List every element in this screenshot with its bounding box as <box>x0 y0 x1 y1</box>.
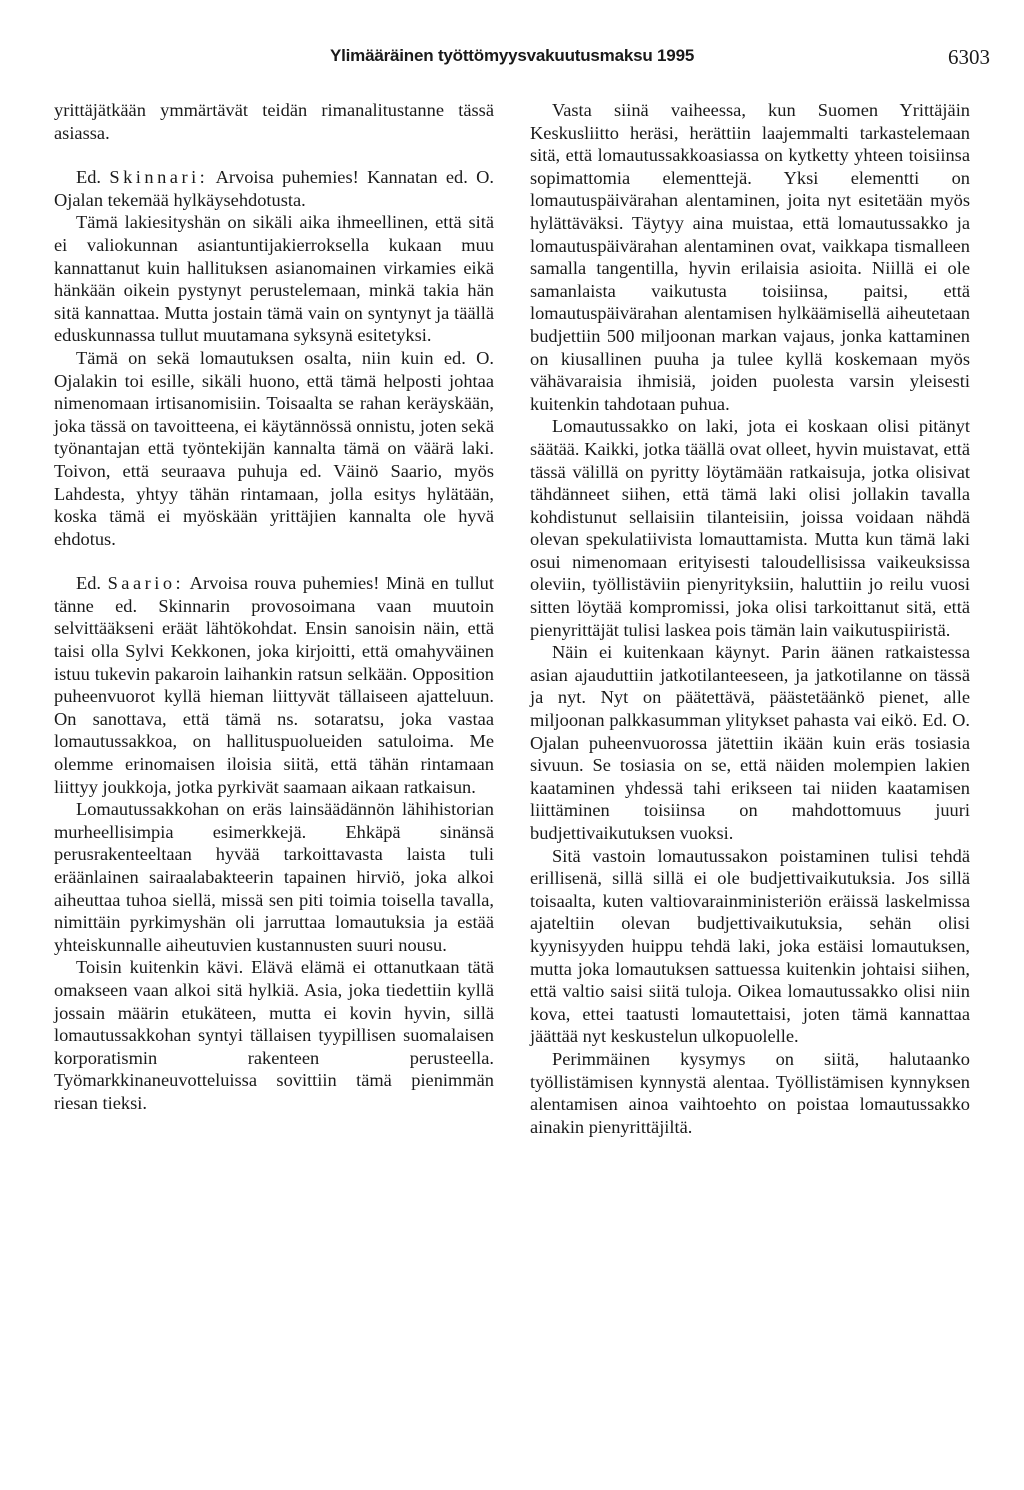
right-column <box>530 99 970 1138</box>
left-column <box>54 99 494 1115</box>
paragraph-r2: Lomautussakko on laki, jota ei koskaan olisi pitänyt säätää. Kaikki, jotka täällä ovat olleet, hyvin muistavat, että tässä välillä on pyritty löytämään ratkaisuja, jotka olisivat tähdänneet siihen, että tämä laki olisi jollakin tavalla kohdistunut sellaisiin tilanteisiin, joissa voidaan nähdä olevan spekulatiivista lomauttamista. Mutta kun tämä laki osui nimenomaan erityisesti taloudellisissa vaikeuksissa oleviin, työllistäviin pienyrityksiin, haluttiin jo reilu vuosi sitten löytää kompromissi, joka olisi tarkoittanut sitä, että pienyrittäjät tulisi laskea pois tämän lain vaikutuspiiristä. <box>530 416 970 640</box>
speech-text: Arvoisa puhemies! Kannatan ed. O. Ojalan tekemää hylkäysehdotusta. <box>54 167 494 210</box>
title-prefix: Ed. <box>76 573 102 594</box>
paragraph-6: Lomautussakkohan on eräs lainsäädännön lähihistorian murheellisimpia esimerkkejä. Ehkäpä sinänsä perusrakenteeltaan hyvää tarkoittavasta laista tuli eräänlainen sairaalabakteerin tapainen hirviö, joka alkoi aiheuttaa tuhoa siellä, missä sen piti toimia toisella tavalla, nimittäin pyrkimyshän oli jarruttaa lomautuksia ja estää yhteiskunnalle aiheutuvien kustannusten suuri nousu. <box>54 799 494 955</box>
speech-skinnari <box>54 166 494 211</box>
speaker-name: Skinnari: <box>109 167 209 188</box>
paragraph-3: Tämä lakiesityshän on sikäli aika ihmeellinen, että sitä ei valiokunnan asiantuntijakierroksella kukaan muu kannattanut kuin hallituksen asianomainen virkamies eikä hänkään oikein pystynyt perustelemaan, minkä takia hän sitä kannattaa. Mutta jostain tämä vain on syntynyt ja täällä eduskunnassa tullut muutamana syksynä esitetyksi. <box>54 212 494 346</box>
paragraph-4: Tämä on sekä lomautuksen osalta, niin kuin ed. O. Ojalakin toi esille, sikäli huono, että tämä helposti johtaa nimenomaan irtisanomisiin. Toisaalta se rahan keräyskään, joka tässä on tavoitteena, ei käytännössä onnistu, joten sekä työnantajan että työntekijän kannalta tämä on väärä laki. Toivon, että seuraava puhuja ed. Väinö Saario, myös Lahdesta, yhtyy tähän rintamaan, jolla esitys hylätään, koska tämä ei myöskään yrittäjien kannalta ole hyvä ehdotus. <box>54 347 494 549</box>
paragraph-r3: Näin ei kuitenkaan käynyt. Parin äänen ratkaistessa asian ajauduttiin jatkotilanteeseen, ja jatkotilanne on tässä ja nyt. Nyt on päätettävä, päästetäänkö pienet, alle miljoonan palkkasumman ylitykset pahasta vai eikö. Ed. O. Ojalan puheenvuorossa jätettiin ikään kuin eräs tosiasia sivuun. Se tosiasia on se, että näiden molempien lakien kaataminen yhdessä tahi erikseen tai niiden kaatamisen liittäminen toisiinsa on mahdottomuus juuri budjettivaikutuksen vuoksi. <box>530 642 970 843</box>
page-number: 6303 <box>948 45 990 69</box>
speech-saario <box>54 572 494 798</box>
page-header <box>330 46 990 74</box>
paragraph-r5: Perimmäinen kysymys on siitä, halutaanko työllistämisen kynnystä alentaa. Työllistämisen kynnyksen alentamisen ainoa vaihtoehto on poistaa lomautussakko ainakin pienyrittäjiltä. <box>530 1048 970 1137</box>
paragraph-7: Toisin kuitenkin kävi. Elävä elämä ei ottanutkaan tätä omakseen vaan alkoi sitä hylkiä. Asia, joka tiedettiin kyllä jossain määrin etukäteen, mutta ei kovin hyvin, sillä lomautussakkohan syntyi tällaisen tyypillisen suomalaisen korporatismin rakenteen perusteella. Työmarkkinaneuvotteluissa sovittiin tämä pienimmän riesan tieksi. <box>54 957 494 1113</box>
paragraph-r4: Sitä vastoin lomautussakon poistaminen tulisi tehdä erillisenä, sillä sillä ei ole budjettivaikutuksia. Jos sillä toisaalta, kuten valtiovarainministeriön eräissä laskelmissa ajateltiin olevan budjettivaikutuksia, sehän olisi kyynisyyden huippu tehdä laki, joka estäisi lomautuksen, mutta joka lomautuksen sattuessa kuitenkin johtaisi siihen, että valtio saisi siitä tuloja. Oikea lomautussakko olisi niin kova, ettei taatusti lomautettaisi, joten tämä kannattaa jäättää nyt keskustelun ulkopuolelle. <box>530 845 970 1047</box>
running-title: Ylimääräinen työttömyysvakuutusmaksu 1995 <box>330 46 695 65</box>
paragraph-1: yrittäjätkään ymmärtävät teidän rimanalitustanne tässä asiassa. <box>54 100 494 143</box>
paragraph-r1: Vasta siinä vaiheessa, kun Suomen Yrittäjäin Keskusliitto heräsi, herättiin laajemmalti tarkastelemaan sitä, että lomautussakkoasiassa on kytketty yhteen toisiinsa sopimattomia elementtejä. Yksi elementti on lomautuspäivärahan alentaminen, joita nyt esitetään myös hylättäväksi. Täytyy aina muistaa, että lomautussakko ja lomautuspäivärahan alentaminen ovat, vaikkapa tismalleen samalla tangentilla, hyvin erilaisia asioita. Niillä ei ole samanlaista vaikutusta toisiinsa, paitsi, että lomautuspäivärahan alentamisen hylkäämisellä aiheutetaan budjettiin 500 miljoonan markan vajaus, jonka kattaminen on kiusallinen puuha ja tulee kyllä koskemaan myös vähävaraisia ihmisiä, joiden puolesta varsin yleisesti kuitenkin tahdotaan puhua. <box>530 100 970 414</box>
speaker-name: Saario: <box>107 573 185 594</box>
speech-text: Arvoisa rouva puhemies! Minä en tullut tänne ed. Skinnarin provosoimana vaan muutoin selvittääkseni eräät lähtökohdat. Ensin sanoisin näin, että taisi olla Sylvi Kekkonen, joka kirjoitti, että omahyväinen istuu tukevin pakaroin laihankin ratsun selkään. Opposition puheenvuorot kyllä hieman liittyvät tällaiseen ajatteluun. On sanottava, että tämä ns. sotaratsu, joka vastaa lomautussakkoa, on hallituspuolueiden satuloima. Me olemme erinomaisen iloisia siitä, että tähän rintamaan liittyy joukkoja, jotka pyrkivät saamaan aikaan ratkaisun. <box>54 573 494 797</box>
title-prefix: Ed. <box>76 167 102 188</box>
